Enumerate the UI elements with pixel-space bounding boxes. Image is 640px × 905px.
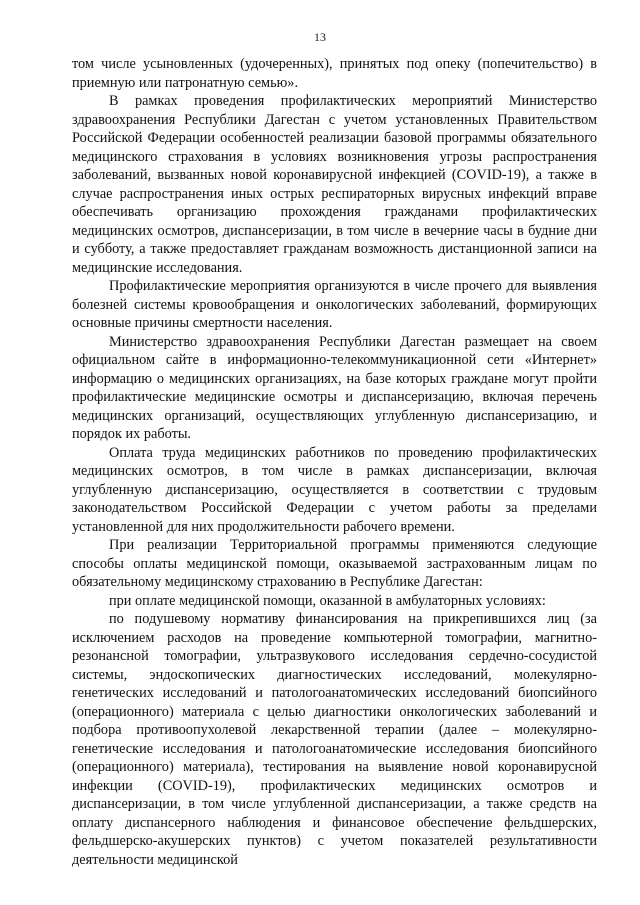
document-body bbox=[72, 55, 597, 869]
paragraph: Оплата труда медицинских работников по проведению профилактических медицинских осмотров, в том числе в рамках диспансеризации, включая углубленную диспансеризацию, осуществляется в соответствии с трудовым законодательством Российской Федерации с учетом работы за пределами установленной для них продолжительности рабочего времени. bbox=[72, 444, 597, 535]
paragraph: том числе усыновленных (удочеренных), принятых под опеку (попечительство) в приемную или патронатную семью». bbox=[72, 56, 597, 91]
paragraph: Профилактические мероприятия организуются в числе прочего для выявления болезней системы кровообращения и онкологических заболеваний, формирующих основные причины смертности населения. bbox=[72, 278, 597, 331]
paragraph: Министерство здравоохранения Республики Дагестан размещает на своем официальном сайте в информационно-телекоммуникационной сети «Интернет» информацию о медицинских организациях, на базе которых граждане могут пройти профилактические медицинские осмотры и диспансеризацию, включая перечень медицинских организаций, осуществляющих углубленную диспансеризацию, и порядок их работы. bbox=[72, 333, 597, 442]
paragraph: по подушевому нормативу финансирования на прикрепившихся лиц (за исключением расходов на проведение компьютерной томографии, магнитно-резонансной томографии, ультразвукового исследования сердечно-сосудистой системы, эндоскопических диагностических исследований, молекулярно-генетических исследований и патологоанатомических исследований биопсийного (операционного) материала с целью диагностики онкологических заболеваний и подбора противоопухолевой лекарственной терапии (далее – молекулярно-генетические исследования и патологоанатомические исследования биопсийного (операционного) материала), тестирования на выявление новой коронавирусной инфекции (COVID-19), профилактических медицинских осмотров и диспансеризации, в том числе углубленной диспансеризации, а также средств на оплату диспансерного наблюдения и финансовое обеспечение фельдшерских, фельдшерско-акушерских пунктов) с учетом показателей результативности деятельности медицинской bbox=[72, 611, 597, 868]
paragraph: При реализации Территориальной программы применяются следующие способы оплаты медицинской помощи, оказываемой застрахованным лицам по обязательному медицинскому страхованию в Республике Дагестан: bbox=[72, 537, 597, 590]
paragraph: В рамках проведения профилактических мероприятий Министерство здравоохранения Республики Дагестан с учетом установленных Правительством Российской Федерации особенностей реализации базовой программы обязательного медицинского страхования в условиях возникновения угрозы распространения заболеваний, вызванных новой коронавирусной инфекцией (COVID-19), а также в случае распространения иных острых респираторных вирусных инфекций вправе обеспечивать организацию прохождения гражданами профилактических медицинских осмотров, диспансеризации, в том числе в вечерние часы в будние дни и субботу, а также предоставляет гражданам возможность дистанционной записи на медицинские исследования. bbox=[72, 93, 597, 276]
page-number: 13 bbox=[314, 30, 326, 44]
paragraph: при оплате медицинской помощи, оказанной в амбулаторных условиях: bbox=[109, 592, 546, 609]
